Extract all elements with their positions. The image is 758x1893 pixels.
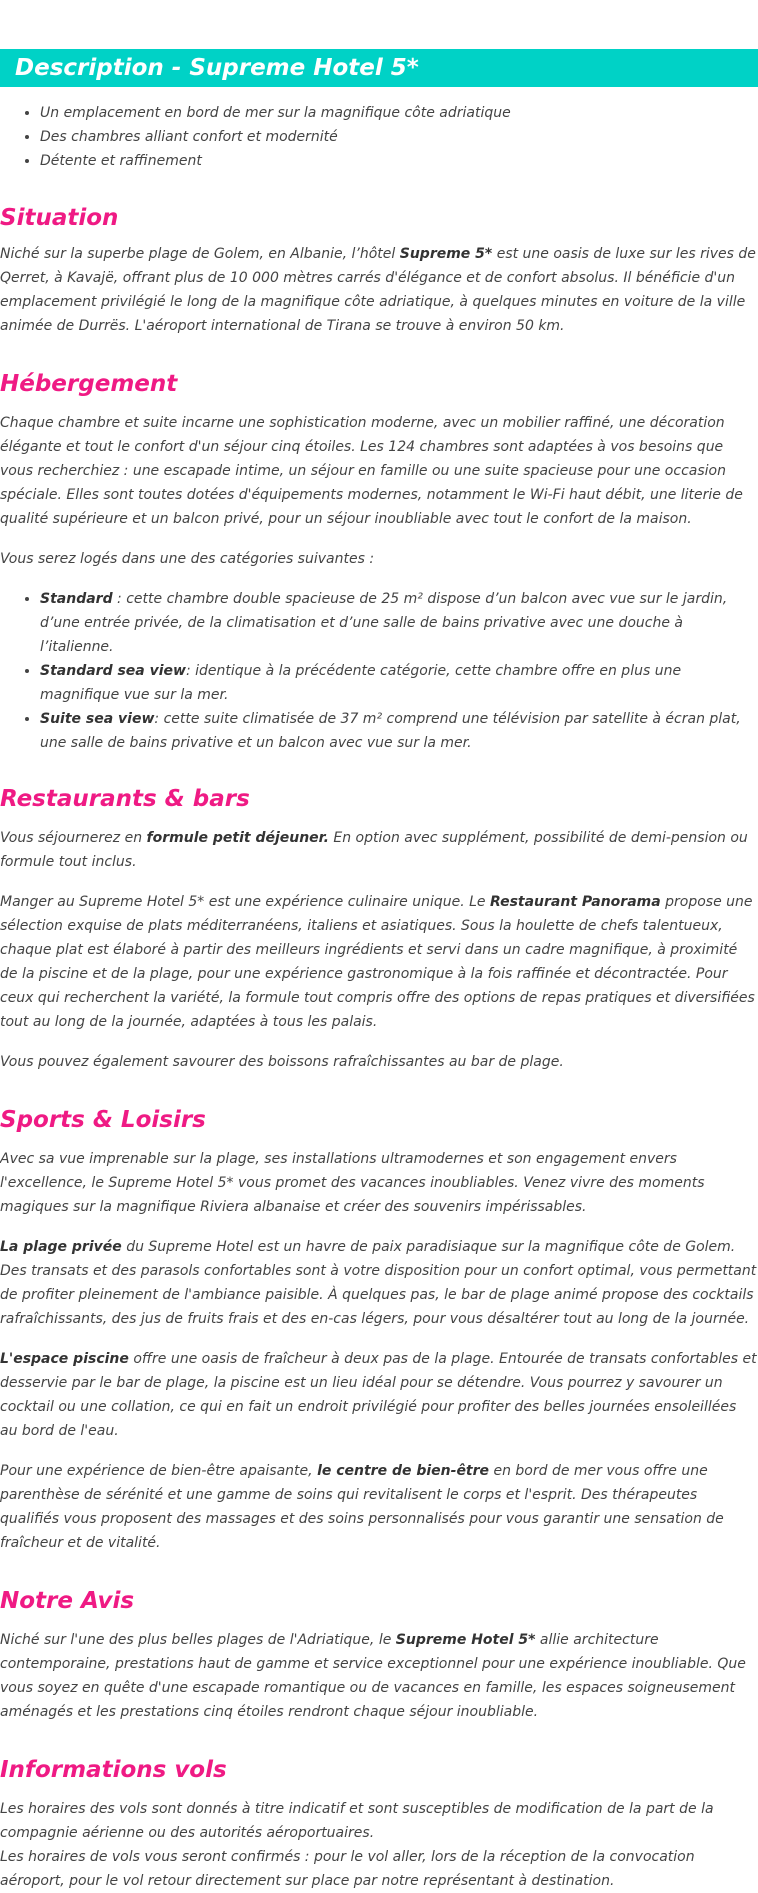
section-title-restaurants: Restaurants & bars <box>0 786 250 812</box>
text-span: allie architecture contemporaine, prestations haut de gamme et service exceptionnel pour une expérience inoubliable. Que vous soyez en quête d'une escapade romantique ou de vacances en famille, les espaces soigneusement aménagés et les prestations cinq étoiles rendront chaque séjour inoubliable. <box>0 1632 746 1720</box>
sports-paragraph-wellness <box>0 1459 758 1555</box>
sports-paragraph-beach <box>0 1235 758 1331</box>
hebergement-categories-intro: Vous serez logés dans une des catégories suivantes : <box>0 551 375 567</box>
list-item: • Un emplacement en bord de mer sur la magnifique côte adriatique <box>40 101 758 125</box>
category-name: Standard sea view <box>40 663 186 679</box>
text-span: en bord de mer vous offre une parenthèse de sérénité et une gamme de soins qui revitalisent le corps et l'esprit. Des thérapeutes qualifiés vous proposent des massages et des soins personnalisés pour vous garantir une sensation de fraîcheur et de vitalité. <box>0 1463 724 1551</box>
category-name: Suite sea view <box>40 711 155 727</box>
restaurants-paragraph-board <box>0 826 758 874</box>
situation-paragraph <box>0 242 758 338</box>
page-title-banner <box>0 49 758 87</box>
restaurants-paragraph-bar: Vous pouvez également savourer des boissons rafraîchissantes au bar de plage. <box>0 1054 564 1070</box>
list-item <box>40 659 758 707</box>
text-span: du Supreme Hotel est un havre de paix paradisiaque sur la magnifique côte de Golem. Des transats et des parasols confortables sont à votre disposition pour un confort optimal, vous permettant de profiter pleinement de l'ambiance paisible. À quelques pas, le bar de plage animé propose des cocktails rafraîchissants, des jus de fruits frais et des en-cas légers, pour vous désaltérer tout au long de la journée. <box>0 1239 757 1327</box>
category-text: : cette suite climatisée de 37 m² comprend une télévision par satellite à écran plat, une salle de bains privative et un balcon avec vue sur la mer. <box>40 711 741 751</box>
page-title: Description - Supreme Hotel 5* <box>15 55 419 81</box>
section-title-hebergement: Hébergement <box>0 371 178 397</box>
list-item <box>40 707 758 755</box>
avis-paragraph <box>0 1628 758 1724</box>
text-span: Niché sur l'une des plus belles plages de l'Adriatique, le <box>0 1632 396 1648</box>
list-item: • Des chambres alliant confort et modernité <box>40 125 758 149</box>
hotel-name-bold: Supreme 5* <box>399 246 493 262</box>
category-text: : identique à la précédente catégorie, cette chambre offre en plus une magnifique vue sur la mer. <box>40 663 682 703</box>
text-span: En option avec supplément, possibilité de demi-pension ou formule tout inclus. <box>0 830 748 870</box>
section-title-sports: Sports & Loisirs <box>0 1107 206 1133</box>
text-span: Niché sur la superbe plage de Golem, en Albanie, l’hôtel <box>0 246 400 262</box>
room-categories-list <box>0 587 758 755</box>
section-title-avis: Notre Avis <box>0 1588 135 1614</box>
section-title-vols: Informations vols <box>0 1757 227 1783</box>
restaurant-name-bold: Restaurant Panorama <box>489 894 661 910</box>
text-span: propose une sélection exquise de plats méditerranéens, italiens et asiatiques. Sous la houlette de chefs talentueux, chaque plat est élaboré à partir des meilleurs ingrédients et servi dans un cadre magnifique, à proximité de la piscine et de la plage, pour une expérience gastronomique à la fois raffinée et décontractée. Pour ceux qui recherchent la variété, la formule tout compris offre des options de repas pratiques et diversifiées tout au long de la journée, adaptées à tous les palais. <box>0 894 755 1030</box>
category-text: : cette chambre double spacieuse de 25 m² dispose d’un balcon avec vue sur le jardin, d’une entrée privée, de la climatisation et d’une salle de bains privative avec une douche à l’italienne. <box>40 591 728 655</box>
board-formula-bold: formule petit déjeuner. <box>146 830 329 846</box>
hotel-name-bold: Supreme Hotel 5* <box>395 1632 536 1648</box>
list-item: • Détente et raffinement <box>40 149 758 173</box>
text-span: offre une oasis de fraîcheur à deux pas de la plage. Entourée de transats confortables et desservie par le bar de plage, la piscine est un lieu idéal pour se détendre. Vous pourrez y savourer un cocktail ou une collation, ce qui en fait un endroit privilégié pour profiter des belles journées ensoleillées au bord de l'eau. <box>0 1351 757 1439</box>
category-name: Standard <box>40 591 113 607</box>
pool-bold: L'espace piscine <box>0 1351 129 1367</box>
vols-paragraph-indicative: Les horaires des vols sont donnés à titre indicatif et sont susceptibles de modification de la part de la compagnie aérienne ou des autorités aéroportuaires. <box>0 1801 714 1841</box>
text-span: Vous séjournerez en <box>0 830 147 846</box>
sports-paragraph-pool <box>0 1347 758 1443</box>
highlights-list <box>0 101 758 173</box>
restaurants-paragraph-panorama <box>0 890 758 1034</box>
list-item <box>40 587 758 659</box>
text-span: est une oasis de luxe sur les rives de Qerret, à Kavajë, offrant plus de 10 000 mètres carrés d'élégance et de confort absolus. Il bénéficie d'un emplacement privilégié le long de la magnifique côte adriatique, à quelques minutes en voiture de la ville animée de Durrës. L'aéroport international de Tirana se trouve à environ 50 km. <box>0 246 756 334</box>
hebergement-paragraph: Chaque chambre et suite incarne une sophistication moderne, avec un mobilier raffiné, une décoration élégante et tout le confort d'un séjour cinq étoiles. Les 124 chambres sont adaptées à vos besoins que vous recherchiez : une escapade intime, un séjour en famille ou une suite spacieuse pour une occasion spéciale. Elles sont toutes dotées d'équipements modernes, notamment le Wi-Fi haut débit, une literie de qualité supérieure et un balcon privé, pour un séjour inoubliable avec tout le confort de la maison. <box>0 415 743 527</box>
vols-paragraph-confirmation: Les horaires de vols vous seront confirmés : pour le vol aller, lors de la réception de la convocation aéroport, pour le vol retour directement sur place par notre représentant à destination. <box>0 1849 695 1889</box>
sports-paragraph-intro: Avec sa vue imprenable sur la plage, ses installations ultramodernes et son engagement envers l'excellence, le Supreme Hotel 5* vous promet des vacances inoubliables. Venez vivre des moments magiques sur la magnifique Riviera albanaise et créer des souvenirs impérissables. <box>0 1151 705 1215</box>
hotel-description-page <box>0 49 758 1893</box>
text-span: Pour une expérience de bien-être apaisante, <box>0 1463 318 1479</box>
beach-bold: La plage privée <box>0 1239 122 1255</box>
section-title-situation: Situation <box>0 205 119 231</box>
wellness-bold: le centre de bien-être <box>317 1463 490 1479</box>
text-span: Manger au Supreme Hotel 5* est une expérience culinaire unique. Le <box>0 894 490 910</box>
